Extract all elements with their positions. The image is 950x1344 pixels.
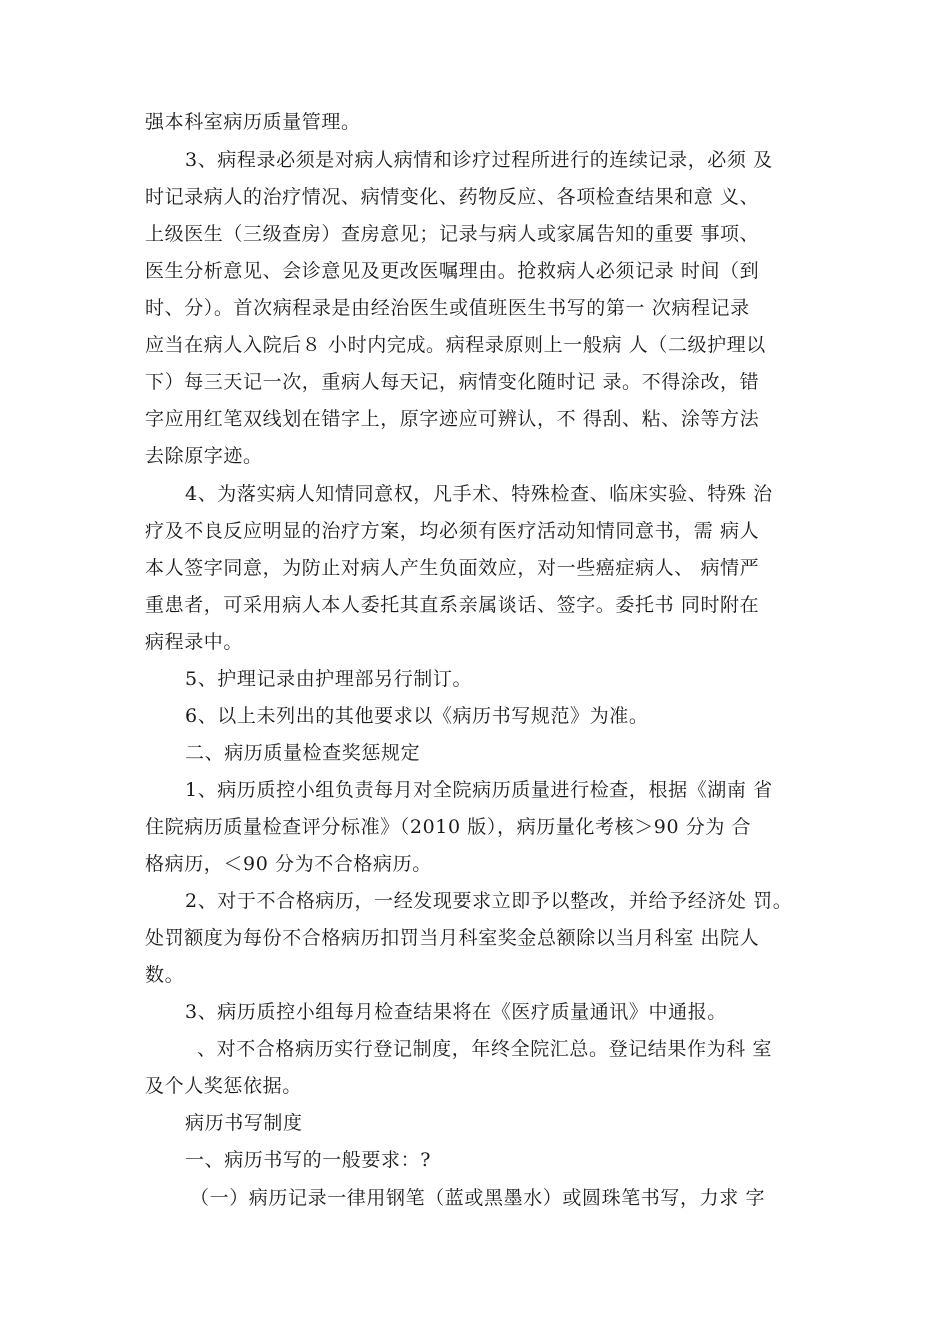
text-line: 疗及不良反应明显的治疗方案，均必须有医疗活动知情同意书，需 病人 — [145, 520, 760, 542]
text-line: 1、病历质控小组负责每月对全院病历质量进行检查，根据《湖南 省 — [185, 779, 773, 801]
text-line: （一）病历记录一律用钢笔（蓝或黑墨水）或圆珠笔书写，力求 字 — [190, 1187, 766, 1209]
text-line: 字应用红笔双线划在错字上，原字迹应可辨认，不 得刮、粘、涂等方法 — [145, 408, 760, 430]
text-line: 数。 — [145, 964, 185, 986]
text-line: 重患者，可采用病人本人委托其直系亲属谈话、签字。委托书 同时附在 — [145, 594, 760, 616]
text-line: 上级医生（三级查房）查房意见；记录与病人或家属告知的重要 事项、 — [145, 223, 760, 245]
text-line: 处罚额度为每份不合格病历扣罚当月科室奖金总额除以当月科室 出院人 — [145, 927, 760, 949]
section-heading: 二、病历质量检查奖惩规定 — [185, 742, 421, 764]
text-line: 住院病历质量检查评分标准》（2010 版），病历量化考核＞90 分为 合 — [145, 816, 752, 838]
text-line: 强本科室病历质量管理。 — [145, 111, 361, 133]
text-line: 医生分析意见、会诊意见及更改医嘱理由。抢救病人必须记录 时间（到 — [145, 260, 760, 282]
text-line: 6、以上未列出的其他要求以《病历书写规范》为准。 — [185, 705, 649, 727]
text-line: 4、为落实病人知情同意权，凡手术、特殊检查、临床实验、特殊 治 — [185, 483, 773, 505]
text-line: 3、病历质控小组每月检查结果将在《医疗质量通讯》中通报。 — [185, 1001, 727, 1023]
text-line: 5、护理记录由护理部另行制订。 — [185, 668, 473, 690]
text-line: 3、病程录必须是对病人病情和诊疗过程所进行的连续记录，必须 及 — [185, 149, 773, 171]
text-line: 及个人奖惩依据。 — [145, 1075, 302, 1097]
text-line: 时记录病人的治疗情况、病情变化、药物反应、各项检查结果和意 义、 — [145, 186, 760, 208]
text-line: 时、分）。首次病程录是由经治医生或值班医生书写的第一 次病程记录 — [145, 297, 750, 319]
text-line: 下）每三天记一次，重病人每天记，病情变化随时记 录。不得涂改，错 — [145, 371, 760, 393]
text-line: 格病历，＜90 分为不合格病历。 — [145, 853, 432, 875]
text-line: 、对不合格病历实行登记制度，年终全院汇总。登记结果作为科 室 — [197, 1038, 773, 1060]
section-heading: 一、病历书写的一般要求：? — [185, 1149, 431, 1171]
text-line: 病程录中。 — [145, 631, 244, 653]
text-line: 2、对于不合格病历，一经发现要求立即予以整改，并给予经济处 罚。 — [185, 890, 793, 912]
section-heading: 病历书写制度 — [185, 1112, 303, 1134]
text-line: 去除原字迹。 — [145, 445, 263, 467]
text-line: 本人签字同意，为防止对病人产生负面效应，对一些癌症病人、 病情严 — [145, 557, 760, 579]
text-line: 应当在病人入院后８ 小时内完成。病程录原则上一般病 人（二级护理以 — [145, 334, 766, 356]
